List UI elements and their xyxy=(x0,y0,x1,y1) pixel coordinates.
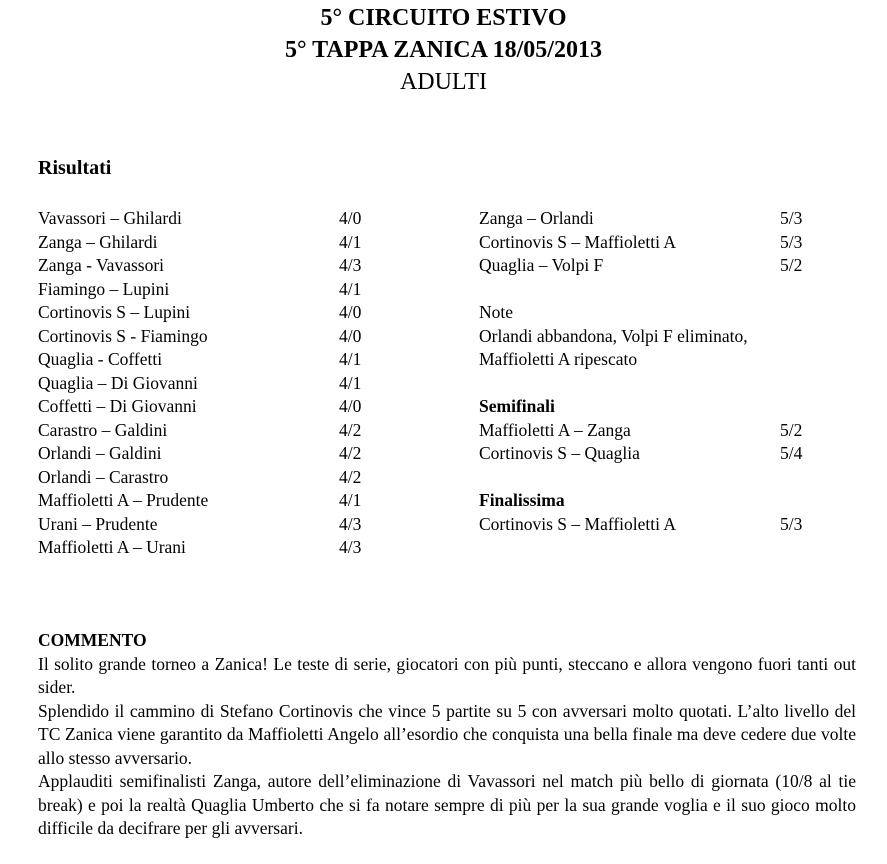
match-score: 4/2 xyxy=(339,419,362,440)
spacer xyxy=(479,372,809,396)
semifinal-row: Cortinovis S – Quaglia 5/4 xyxy=(479,443,803,463)
match-players: Carastro – Galdini xyxy=(38,419,168,440)
title-circuit: 5° CIRCUITO ESTIVO xyxy=(320,5,567,31)
match-score: 4/0 xyxy=(339,302,362,322)
match-players: Orlandi – Galdini xyxy=(38,443,162,463)
match-score: 4/1 xyxy=(339,231,362,252)
match-players: Urani – Prudente xyxy=(38,513,158,534)
result-row xyxy=(38,207,368,231)
comment-heading: COMMENTO xyxy=(38,630,147,650)
comment-section xyxy=(38,629,856,841)
final-row: Cortinovis S – Maffioletti A 5/3 xyxy=(479,513,803,534)
note-line: Maffioletti A ripescato xyxy=(479,349,638,369)
result-row xyxy=(38,442,368,466)
comment-paragraph: Il solito grande torneo a Zanica! Le teste di serie, giocatori con più punti, steccano e allora vengono fuori tanti out sider. xyxy=(38,653,856,697)
title-stage: 5° TAPPA ZANICA 18/05/2013 xyxy=(285,37,602,63)
match-score: 5/3 xyxy=(780,231,803,252)
spacer xyxy=(479,466,809,490)
match-players: Zanga – Orlandi xyxy=(479,208,594,228)
result-row xyxy=(479,254,809,278)
match-players: Quaglia – Volpi F xyxy=(479,255,604,275)
match-score: 4/1 xyxy=(339,372,362,393)
result-row xyxy=(38,231,368,255)
result-row xyxy=(38,419,368,443)
result-row xyxy=(38,278,368,302)
match-score: 4/3 xyxy=(339,513,362,534)
match-score: 5/3 xyxy=(780,208,803,228)
result-row xyxy=(38,489,368,513)
title-category: ADULTI xyxy=(399,69,488,95)
result-row xyxy=(38,536,368,560)
comment-paragraph: Applauditi semifinalisti Zanga, autore dell’eliminazione di Vavassori nel match più bello di giornata (10/8 al tie break) e poi la realtà Quaglia Umberto che si fa notare sempre di più per la sua grande voglia e il suo gioco molto difficile da decifrare per gli avversari. xyxy=(38,771,856,838)
result-row xyxy=(38,372,368,396)
match-players: Quaglia – Di Giovanni xyxy=(38,372,198,393)
comment-paragraph: Splendido il cammino di Stefano Cortinovis che vince 5 partite su 5 con avversari molto quotati. L’alto livello del TC Zanica viene garantito da Maffioletti Angelo all’esordio che conquista una bella finale ma deve cedere due volte allo stesso avversario. xyxy=(38,700,856,768)
match-score: 4/3 xyxy=(339,255,362,275)
results-heading: Risultati xyxy=(38,157,112,179)
right-results-list xyxy=(479,207,809,536)
match-players: Fiamingo – Lupini xyxy=(38,278,170,299)
match-score: 4/2 xyxy=(339,466,362,487)
semifinal-row: Maffioletti A – Zanga 5/2 xyxy=(479,419,803,440)
match-score: 4/0 xyxy=(339,396,362,416)
match-score: 4/0 xyxy=(339,325,362,346)
result-row xyxy=(479,231,809,255)
match-players: Cortinovis S – Lupini xyxy=(38,302,191,322)
result-row xyxy=(38,395,368,419)
match-score: 4/1 xyxy=(339,278,362,299)
result-row xyxy=(38,348,368,372)
spacer xyxy=(479,278,809,302)
round-results xyxy=(479,207,809,278)
result-row xyxy=(38,513,368,537)
match-players: Orlandi – Carastro xyxy=(38,466,169,487)
result-row xyxy=(479,207,809,231)
note-line: Orlandi abbandona, Volpi F eliminato, xyxy=(479,325,748,346)
note-label: Note xyxy=(479,302,514,322)
match-players: Coffetti – Di Giovanni xyxy=(38,396,197,416)
match-players: Maffioletti A – Prudente xyxy=(38,490,209,510)
match-score: 4/3 xyxy=(339,537,362,557)
match-score: 4/1 xyxy=(339,490,362,510)
match-players: Quaglia - Coffetti xyxy=(38,349,163,369)
result-row xyxy=(38,325,368,349)
match-score: 4/0 xyxy=(339,208,362,228)
result-row xyxy=(38,466,368,490)
match-players: Maffioletti A – Urani xyxy=(38,537,186,557)
result-row xyxy=(38,254,368,278)
match-players: Zanga – Ghilardi xyxy=(38,231,158,252)
match-players: Zanga - Vavassori xyxy=(38,255,165,275)
match-score: 4/2 xyxy=(339,443,362,463)
match-score: 5/2 xyxy=(780,255,803,275)
result-row xyxy=(38,301,368,325)
match-players: Vavassori – Ghilardi xyxy=(38,208,182,228)
final-label: Finalissima xyxy=(479,490,565,510)
left-results-list xyxy=(38,207,368,560)
match-players: Cortinovis S - Fiamingo xyxy=(38,325,208,346)
match-players: Cortinovis S – Maffioletti A xyxy=(479,231,677,252)
match-score: 4/1 xyxy=(339,349,362,369)
semifinals-label: Semifinali xyxy=(479,396,555,416)
